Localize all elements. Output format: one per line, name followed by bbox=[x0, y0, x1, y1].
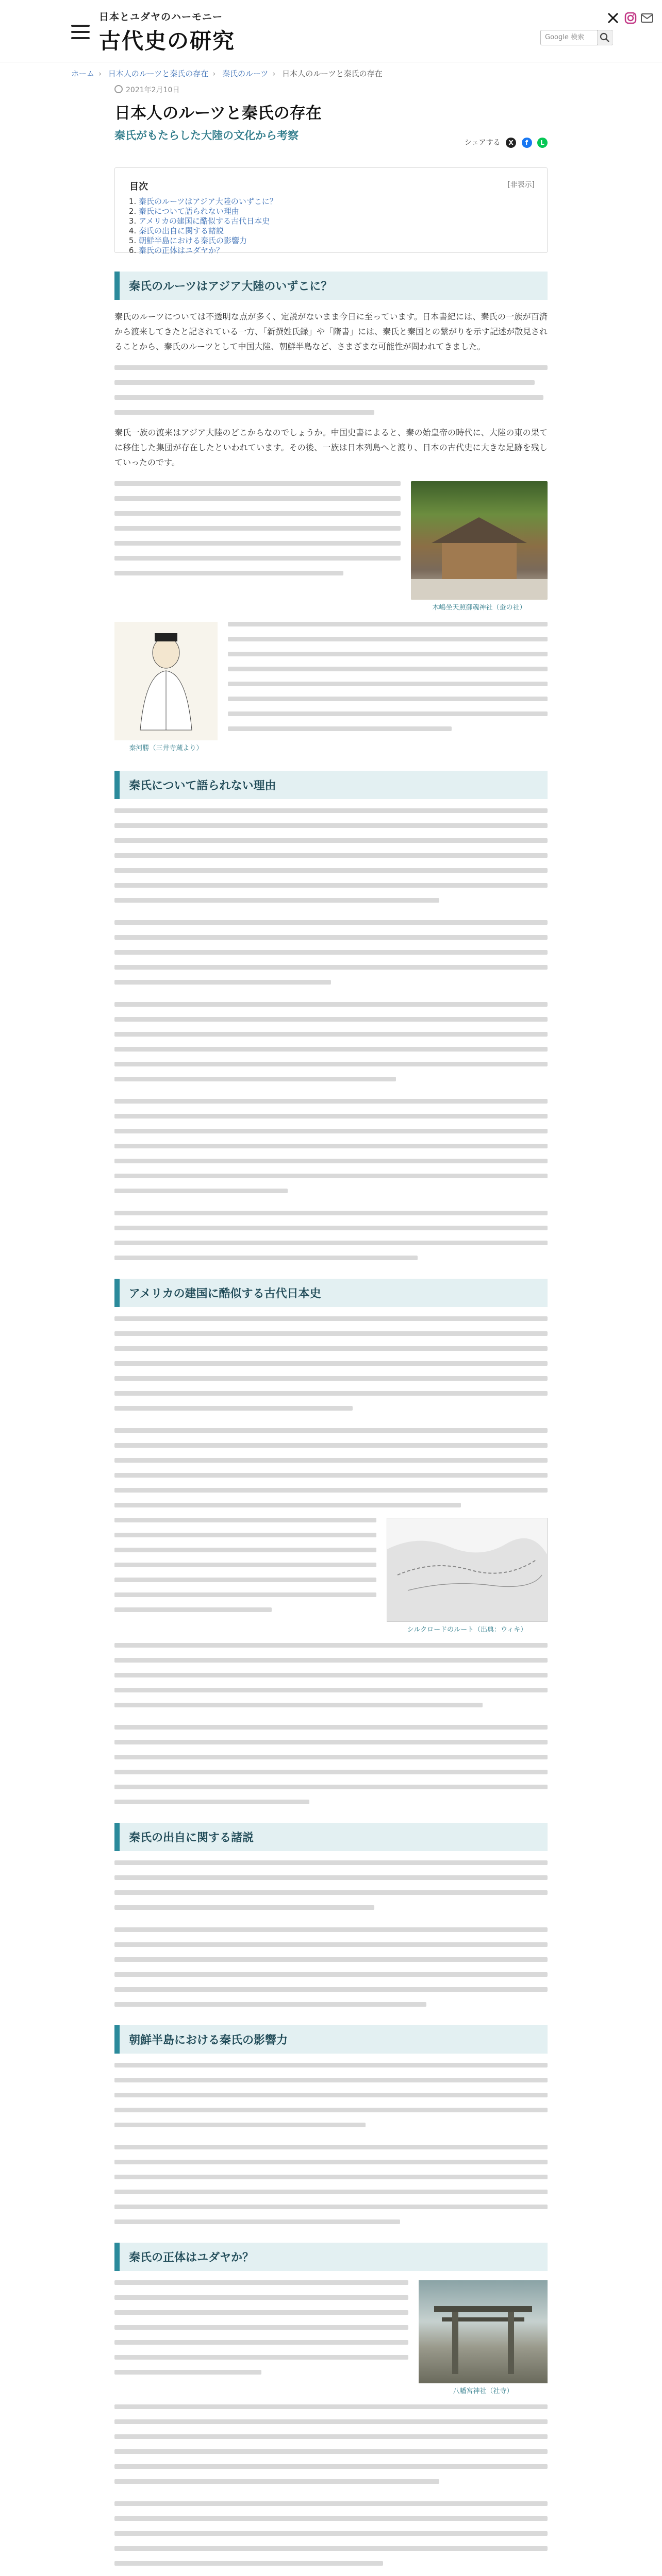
section-body bbox=[114, 2404, 548, 2576]
publish-date bbox=[114, 84, 548, 95]
paragraph: 秦氏一族の渡来はアジア大陸のどこからなのでしょうか。中国史書によると、秦の始皇帝の時代に、大陸の東の果てに移住した集団が存在したといわれています。その後、一族は日本列島へと渡り、日本の古代史に大きな足跡を残していったのです。 bbox=[114, 428, 548, 467]
table-of-contents bbox=[114, 167, 548, 253]
paragraph-lines bbox=[114, 481, 401, 612]
toc-item[interactable]: 4. 秦氏の出自に関する諸説 bbox=[139, 226, 533, 236]
share-label: シェアする bbox=[464, 139, 501, 147]
page-subtitle: 秦氏がもたらした大陸の文化から考察 bbox=[114, 129, 299, 142]
section-heading: アメリカの建国に酷似する古代日本史 bbox=[114, 1279, 548, 1307]
site-tagline: 日本とユダヤのハーモニー bbox=[99, 11, 223, 23]
section-body bbox=[114, 1860, 548, 2007]
facebook-share-icon[interactable]: f bbox=[522, 138, 532, 148]
portrait-illustration bbox=[114, 622, 218, 740]
toc-item[interactable]: 3. アメリカの建国に酷似する古代日本史 bbox=[139, 216, 533, 226]
line-share-icon[interactable]: L bbox=[537, 138, 548, 148]
section-heading: 秦氏のルーツはアジア大陸のいずこに？ bbox=[114, 272, 548, 300]
figure-portrait bbox=[114, 622, 218, 752]
breadcrumb-current: 日本人のルーツと秦氏の存在 bbox=[282, 69, 383, 78]
section-heading: 朝鮮半島における秦氏の影響力 bbox=[114, 2025, 548, 2054]
section-body bbox=[114, 808, 548, 1260]
section-row bbox=[114, 481, 548, 612]
search-icon[interactable] bbox=[597, 30, 613, 45]
silk-road-map bbox=[387, 1518, 548, 1622]
toc-item[interactable]: 2. 秦氏について語られない理由 bbox=[139, 207, 533, 216]
figure-caption: シルクロードのルート（出典：ウィキ） bbox=[407, 1626, 527, 1634]
site-title: 古代史の研究 bbox=[99, 28, 236, 54]
menu-icon[interactable] bbox=[71, 25, 90, 39]
figure-caption: 八幡宮神社（社寺） bbox=[453, 2387, 514, 2395]
article bbox=[114, 84, 548, 2576]
site-logo[interactable] bbox=[99, 9, 235, 55]
toc-item[interactable]: 1. 秦氏のルーツはアジア大陸のいずこに？ bbox=[139, 197, 533, 207]
breadcrumb-category[interactable]: 日本人のルーツと秦氏の存在 bbox=[108, 69, 209, 78]
section-body bbox=[114, 309, 548, 470]
breadcrumb: ホーム › 日本人のルーツと秦氏の存在 › 秦氏のルーツ › 日本人のルーツと秦氏の存在 bbox=[71, 69, 383, 78]
section-row bbox=[114, 2280, 548, 2395]
page-title: 日本人のルーツと秦氏の存在 bbox=[114, 104, 322, 123]
mail-icon[interactable] bbox=[640, 11, 654, 25]
section-body bbox=[114, 1643, 548, 1804]
section-body bbox=[114, 2063, 548, 2224]
instagram-icon[interactable] bbox=[624, 11, 637, 25]
torii-photo bbox=[419, 2280, 548, 2383]
site-header bbox=[0, 0, 662, 62]
figure-torii bbox=[419, 2280, 548, 2395]
toc-toggle-button[interactable]: [非表示] bbox=[507, 181, 535, 189]
toc-item[interactable]: 5. 朝鮮半島における秦氏の影響力 bbox=[139, 236, 533, 246]
figure-caption: 秦河勝（三井寺蔵より） bbox=[129, 744, 203, 752]
section-body bbox=[114, 1316, 548, 1507]
clock-icon bbox=[114, 85, 123, 93]
figure-caption: 木嶋坐天照御魂神社（蚕の社） bbox=[432, 604, 526, 612]
shrine-photo bbox=[411, 481, 548, 600]
share-bar bbox=[465, 137, 548, 148]
paragraph-lines bbox=[228, 622, 548, 752]
toc-list bbox=[129, 197, 533, 256]
figure-map bbox=[387, 1518, 548, 1634]
paragraph-lines bbox=[114, 365, 548, 415]
toc-item[interactable]: 6. 秦氏の正体はユダヤか？ bbox=[139, 246, 533, 256]
section-heading: 秦氏の出自に関する諸説 bbox=[114, 1823, 548, 1851]
section-heading: 秦氏の正体はユダヤか？ bbox=[114, 2243, 548, 2271]
figure-shrine bbox=[411, 481, 548, 612]
breadcrumb-subcategory[interactable]: 秦氏のルーツ bbox=[222, 69, 269, 78]
section-row bbox=[114, 622, 548, 752]
paragraph: 秦氏のルーツについては不透明な点が多く、定説がないまま今日に至っています。日本書紀には、秦氏の一族が百済から渡来してきたと記されている一方、「新撰姓氏録」や「隋書」には、秦氏と秦国との繋がりを示す記述が散見されることから、秦氏のルーツとして中国大陸、朝鮮半島など、さまざまな可能性が問われてきました。 bbox=[114, 312, 548, 351]
x-icon[interactable] bbox=[606, 11, 620, 25]
section-row bbox=[114, 1518, 548, 1634]
breadcrumb-home[interactable]: ホーム bbox=[71, 69, 95, 78]
paragraph-lines bbox=[114, 1518, 376, 1634]
section-heading: 秦氏について語られない理由 bbox=[114, 771, 548, 799]
x-share-icon[interactable]: X bbox=[506, 138, 516, 148]
publish-date-text: 2021年2月10日 bbox=[126, 86, 180, 94]
paragraph-lines bbox=[114, 2280, 408, 2395]
search-input[interactable]: Google 検索 bbox=[540, 30, 601, 45]
toc-title: 目次 bbox=[129, 181, 148, 192]
